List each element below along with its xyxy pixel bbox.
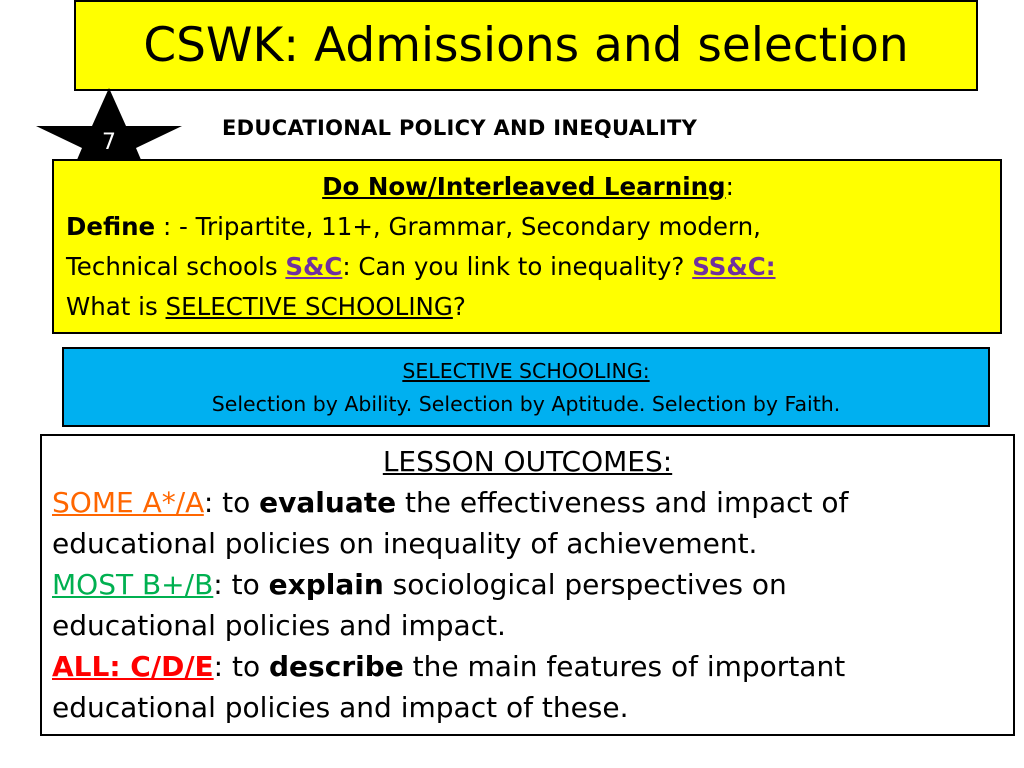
selective-heading: SELECTIVE SCHOOLING:: [402, 359, 650, 383]
slide-subtitle: EDUCATIONAL POLICY AND INEQUALITY: [222, 116, 698, 140]
some-label: SOME A*/A: [52, 486, 204, 519]
ssc-label: SS&C:: [692, 252, 776, 281]
most-label: MOST B+/B: [52, 568, 214, 601]
all-to: : to: [213, 650, 270, 683]
most-rest-1: sociological perspectives on: [383, 568, 787, 601]
star-number: 7: [102, 130, 116, 155]
do-now-heading-line: [66, 167, 990, 207]
line2-text: Technical schools: [66, 252, 286, 281]
sc-question: : Can you link to inequality?: [342, 252, 693, 281]
all-verb: describe: [269, 650, 404, 683]
some-verb: evaluate: [259, 486, 397, 519]
most-line-1: [52, 564, 1003, 605]
slide-title: CSWK: Admissions and selection: [143, 18, 909, 73]
sc-line: [66, 247, 990, 287]
do-now-box: [52, 159, 1002, 334]
selective-text: Selection by Ability. Selection by Aptitude. Selection by Faith.: [211, 392, 841, 416]
all-label: ALL: C/D/E: [52, 650, 214, 683]
line3-suffix: ?: [452, 292, 466, 321]
lesson-outcomes-box: [40, 434, 1015, 736]
most-to: : to: [213, 568, 269, 601]
do-now-heading: Do Now/Interleaved Learning: [322, 172, 726, 201]
some-line-2: educational policies on inequality of achievement.: [52, 527, 758, 560]
line3-term: SELECTIVE SCHOOLING: [165, 292, 453, 321]
most-line-2: educational policies and impact.: [52, 609, 506, 642]
selective-schooling-box: [62, 347, 990, 427]
define-line: [66, 207, 990, 247]
some-rest-1: the effectiveness and impact of: [396, 486, 849, 519]
selective-question-line: [66, 287, 990, 327]
do-now-heading-colon: :: [725, 172, 734, 201]
most-verb: explain: [268, 568, 384, 601]
all-line-2: educational policies and impact of these.: [52, 691, 629, 724]
some-to: : to: [203, 486, 260, 519]
title-banner: [74, 0, 978, 91]
some-line-1: [52, 482, 1003, 523]
define-label: Define: [66, 212, 156, 241]
all-rest-1: the main features of important: [403, 650, 846, 683]
define-text: : - Tripartite, 11+, Grammar, Secondary modern,: [155, 212, 761, 241]
line3-prefix: What is: [66, 292, 166, 321]
outcomes-heading: LESSON OUTCOMES:: [382, 445, 673, 478]
all-line-1: [52, 646, 1003, 687]
sc-label: S&C: [285, 252, 343, 281]
